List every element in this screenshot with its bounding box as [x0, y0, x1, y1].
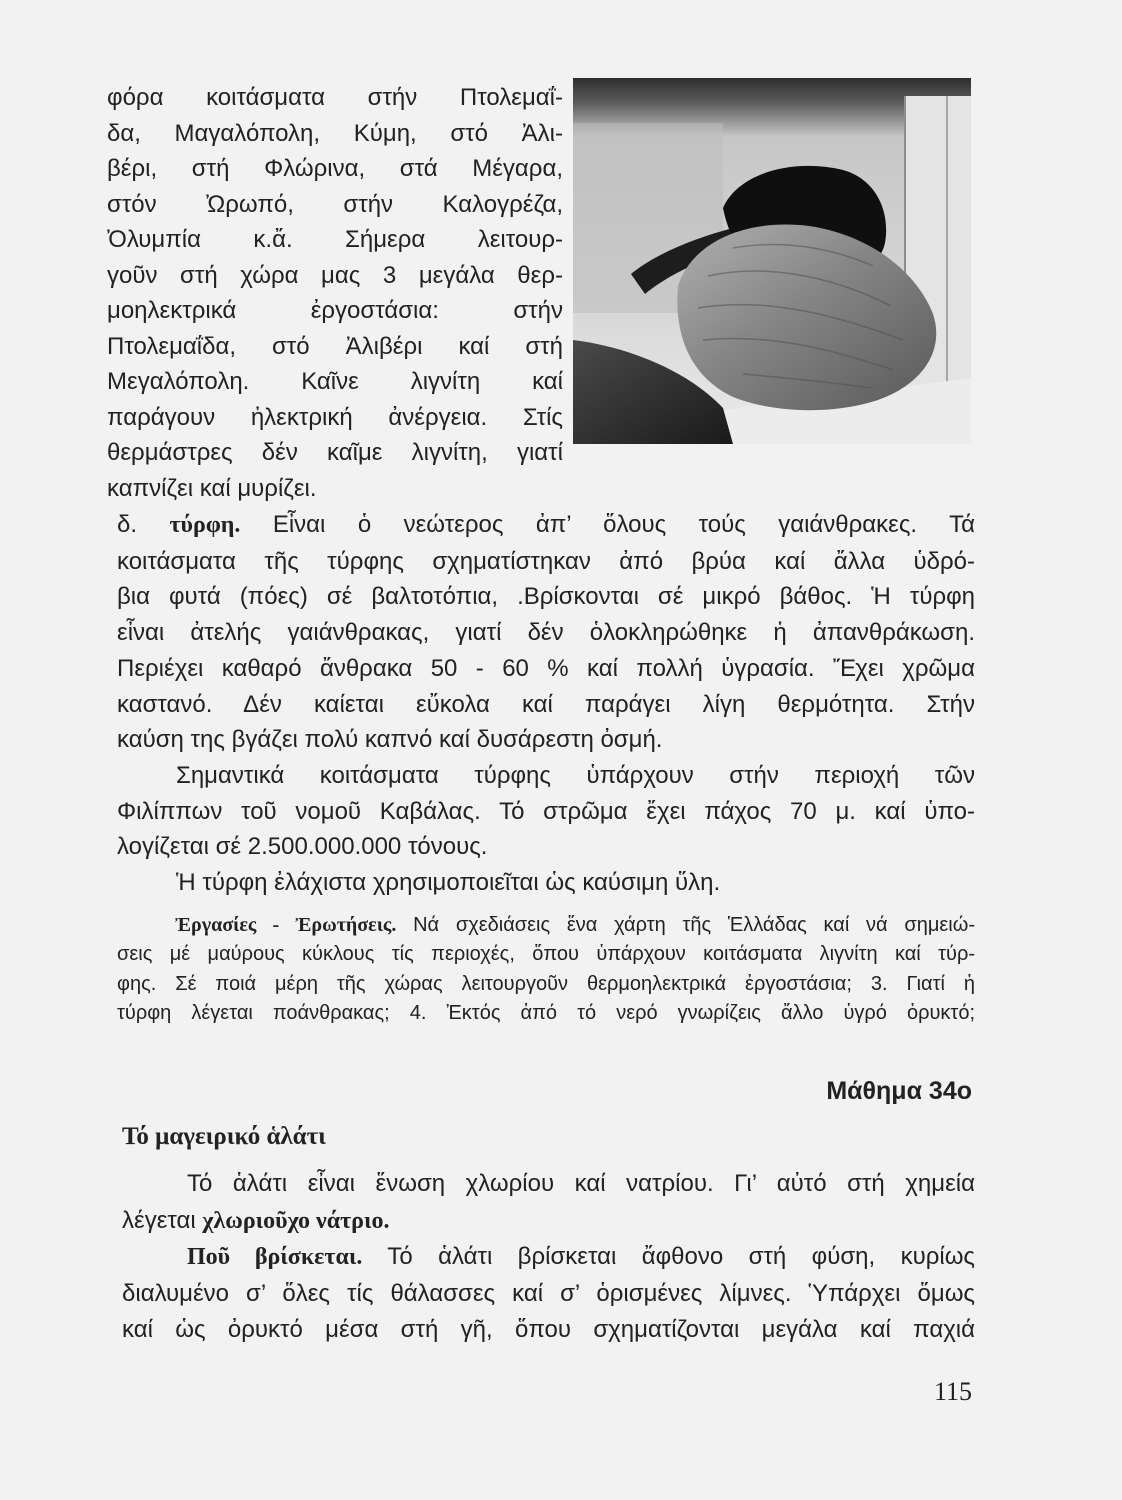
- text-line: Ἡ τύρφη ἐλάχιστα χρησιμοποιεῖται ὡς καύσιμη ὕλη.: [176, 869, 721, 897]
- text-line: καύση της βγάζει πολύ καπνό καί δυσάρεστη ὀσμή.: [117, 726, 663, 754]
- exercises-label: Ἐργασίες - Ἐρωτήσεις.: [175, 914, 397, 936]
- text-line: λογίζεται σέ 2.500.000.000 τόνους.: [117, 833, 488, 861]
- text-line: [117, 507, 975, 544]
- specimen-photo: [573, 78, 971, 444]
- text-line: διαλυμένο σ’ ὅλες τίς θάλασσες καί σ’ ὁρισμένες λίμνες. Ὑπάρχει ὅμως: [122, 1279, 975, 1307]
- text-line: θερμάστρες δέν καῖμε λιγνίτη, γιατί: [107, 439, 563, 466]
- peat-term: τύρφη.: [169, 512, 241, 538]
- text-line: Πτολεμαΐδα, στό Ἀλιβέρι καί στή: [107, 332, 563, 360]
- where-found-label: Ποῦ βρίσκεται.: [187, 1244, 363, 1270]
- exercises-section: [117, 911, 975, 1028]
- lesson-number: Μάθημα 34ο: [826, 1077, 972, 1105]
- text-line: εἶναι ἀτελής γαιάνθρακας, γιατί δέν ὁλοκληρώθηκε ἡ ἀπανθράκωση.: [117, 619, 975, 647]
- text-line: Φιλίππων τοῦ νομοῦ Καβάλας. Τό στρῶμα ἔχει πάχος 70 μ. καί ὑπο-: [117, 797, 975, 825]
- text-line: δα, Μαγαλόπολη, Κύμη, στό Ἀλι-: [107, 119, 563, 147]
- chemical-name: χλωριοῦχο νάτριο.: [202, 1207, 390, 1234]
- text-line: καστανό. Δέν καίεται εὔκολα καί παράγει λίγη θερμότητα. Στήν: [117, 690, 975, 718]
- text-span: Τό ἁλάτι βρίσκεται ἄφθονο στή φύση, κυρίως: [362, 1243, 975, 1270]
- text-line: [122, 1203, 975, 1240]
- lignite-deposits-column: [107, 80, 563, 506]
- text-line: παράγουν ἠλεκτρική ἀνέργεια. Στίς: [107, 403, 563, 431]
- text-line: φης. Σέ ποιά μέρη τῆς χώρας λειτουργοῦν θερμοηλεκτρικά ἐργοστάσια; 3. Γιατί ἡ: [117, 972, 975, 995]
- text-span: Νά σχεδιάσεις ἕνα χάρτη τῆς Ἑλλάδας καί νά σημειώ-: [396, 914, 975, 936]
- text-line: μοηλεκτρικά ἐργοστάσια: στήν: [107, 297, 563, 324]
- text-line: βια φυτά (πόες) σέ βαλτοτόπια, .Βρίσκονται σέ μικρό βάθος. Ἡ τύρφη: [117, 583, 975, 611]
- page-number: 115: [933, 1377, 972, 1406]
- text-span: Εἶναι ὁ νεώτερος ἀπ’ ὅλους τούς γαιάνθρακες. Τά: [240, 511, 975, 538]
- text-line: κοιτάσματα τῆς τύρφης σχηματίστηκαν ἀπό βρύα καί ἄλλα ὑδρό-: [117, 547, 975, 575]
- text-line: [117, 911, 975, 940]
- specimen-photo-image: [573, 78, 971, 444]
- text-line: γοῦν στή χώρα μας 3 μεγάλα θερ-: [107, 261, 563, 289]
- text-line: Μεγαλόπολη. Καῖνε λιγνίτη καί: [107, 368, 563, 395]
- lesson-title: Τό μαγειρικό ἁλάτι: [122, 1123, 326, 1150]
- lesson-body: [122, 1166, 975, 1349]
- text-line: φόρα κοιτάσματα στήν Πτολεμαΐ-: [107, 84, 563, 111]
- text-line: καί ὡς ὀρυκτό μέσα στή γῆ, ὅπου σχηματίζονται μεγάλα καί παχιά: [122, 1316, 975, 1343]
- text-line: Περιέχει καθαρό ἄνθρακα 50 - 60 % καί πολλή ὑγρασία. Ἔχει χρῶμα: [117, 654, 975, 682]
- text-line: Ὀλυμπία κ.ἄ. Σήμερα λειτουρ-: [107, 226, 563, 253]
- peat-section: [117, 507, 975, 901]
- text-line: σεις μέ μαύρους κύκλους τίς περιοχές, ὅπου ὑπάρχουν κοιτάσματα λιγνίτη καί τύρ-: [117, 943, 975, 966]
- section-marker: δ.: [117, 511, 170, 538]
- text-line: Τό ἁλάτι εἶναι ἕνωση χλωρίου καί νατρίου. Γι’ αὐτό στή χημεία: [187, 1170, 975, 1197]
- text-line: καπνίζει καί μυρίζει.: [107, 474, 317, 502]
- text-line: στόν Ὠρωπό, στήν Καλογρέζα,: [107, 190, 563, 218]
- text-line: Σημαντικά κοιτάσματα τύρφης ὑπάρχουν στήν περιοχή τῶν: [176, 761, 975, 789]
- text-line: βέρι, στή Φλώρινα, στά Μέγαρα,: [107, 155, 563, 182]
- text-line: [122, 1239, 975, 1276]
- text-line: τύρφη λέγεται ποάνθρακας; 4. Ἐκτός ἀπό τό νερό γνωρίζεις ἄλλο ὑγρό ὀρυκτό;: [117, 1001, 975, 1024]
- text-span: λέγεται: [122, 1206, 203, 1234]
